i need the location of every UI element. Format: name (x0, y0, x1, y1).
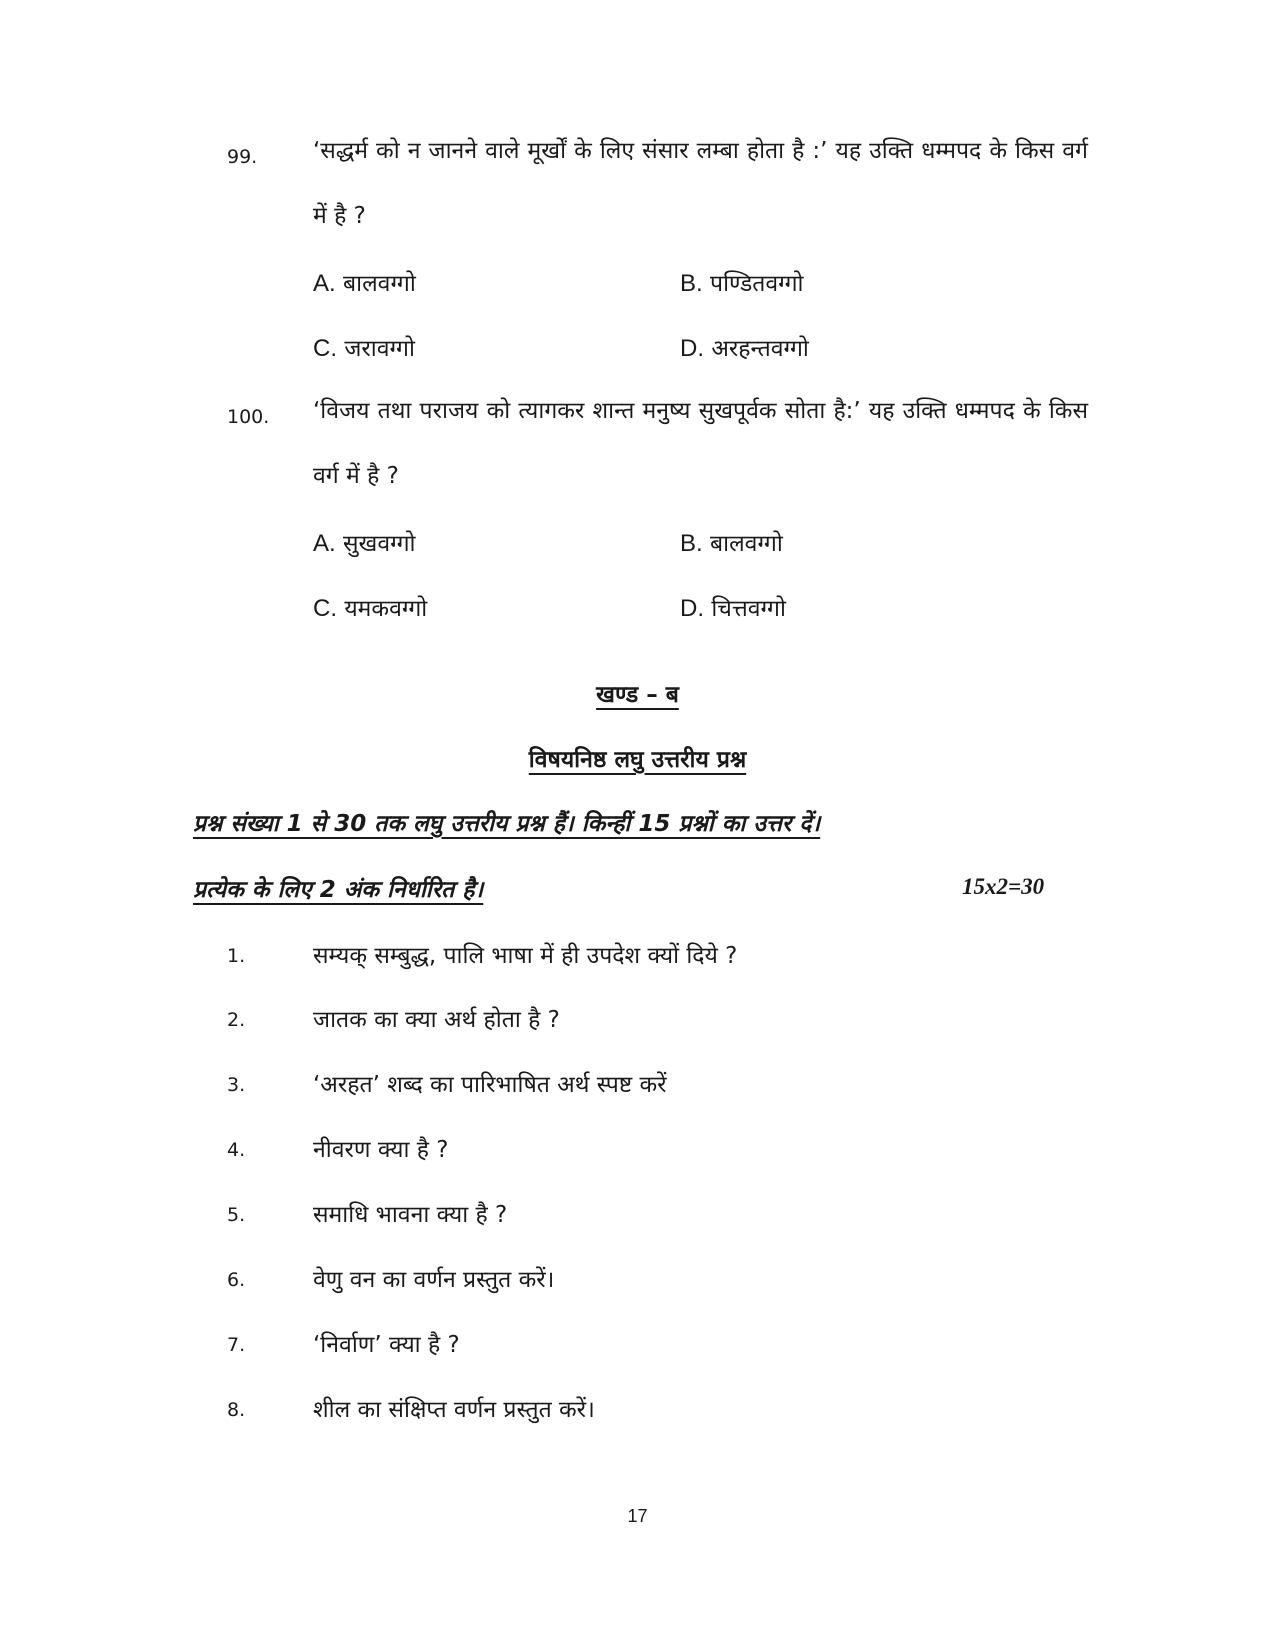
option-letter: B. (680, 270, 703, 297)
option-letter: C. (313, 595, 337, 622)
short-question-number: 5. (227, 1204, 246, 1226)
question-number: 99. (227, 146, 258, 168)
short-question-text: वेणु वन का वर्णन प्रस्तुत करें। (313, 1267, 555, 1293)
short-question-text: नीवरण क्या है ? (313, 1137, 449, 1163)
section-subtitle-text: विषयनिष्ठ लघु उत्तरीय प्रश्न (528, 747, 747, 773)
question-text: ‘सद्धर्म को न जानने वाले मूर्खों के लिए संसार लम्बा होता है :’ यह उक्ति धम्मपद के किस वर्ग में है ? (313, 138, 1088, 229)
option-d (680, 591, 786, 623)
option-d (680, 331, 809, 363)
option-text: सुखवग्गो (343, 531, 416, 557)
short-question-text: शील का संक्षिप्त वर्णन प्रस्तुत करें। (313, 1397, 595, 1423)
option-text: पण्डितवग्गो (710, 271, 804, 297)
option-letter: D. (680, 335, 704, 362)
option-a (313, 526, 416, 558)
option-b (680, 266, 804, 298)
short-question-number: 6. (227, 1269, 246, 1291)
short-question-number: 8. (227, 1399, 246, 1421)
short-question-number: 1. (227, 945, 246, 967)
option-text: जरावग्गो (344, 336, 415, 362)
section-title (0, 677, 1275, 709)
section-subtitle (0, 742, 1275, 774)
marks-allocation: 15x2=30 (962, 874, 1045, 899)
option-c (313, 591, 427, 623)
instruction-line-1: प्रश्न संख्या 1 से 30 तक लघु उत्तरीय प्रश्न हैं। किन्हीं 15 प्रश्नों का उत्तर दें। (193, 811, 821, 837)
section-title-text: खण्ड – ब (596, 682, 679, 708)
page-number: 17 (627, 1506, 648, 1526)
option-text: बालवग्गो (343, 271, 416, 297)
option-letter: A. (313, 530, 336, 557)
option-letter: B. (680, 530, 703, 557)
short-question-text: समाधि भावना क्या है ? (313, 1202, 508, 1228)
question-text: ‘विजय तथा पराजय को त्यागकर शान्त मनुष्य सुखपूर्वक सोता है:’ यह उक्ति धम्मपद के किस वर्ग में है ? (313, 398, 1088, 489)
short-question-text: ‘अरहत’ शब्द का पारिभाषित अर्थ स्पष्ट करें (313, 1072, 667, 1098)
option-letter: D. (680, 595, 704, 622)
option-letter: C. (313, 335, 337, 362)
option-c (313, 331, 415, 363)
instruction-line-2: प्रत्येक के लिए 2 अंक निर्धारित है। (193, 877, 484, 903)
option-b (680, 526, 783, 558)
option-text: यमकवग्गो (344, 596, 428, 622)
option-a (313, 266, 416, 298)
short-question-number: 3. (227, 1074, 246, 1096)
short-question-text: सम्यक् सम्बुद्ध, पालि भाषा में ही उपदेश क्यों दिये ? (313, 943, 738, 969)
option-letter: A. (313, 270, 336, 297)
short-question-number: 2. (227, 1009, 246, 1031)
question-number: 100. (227, 406, 270, 428)
option-text: बालवग्गो (710, 531, 783, 557)
option-text: चित्तवग्गो (711, 596, 786, 622)
short-question-number: 4. (227, 1139, 246, 1161)
short-question-text: ‘निर्वाण’ क्या है ? (313, 1332, 460, 1358)
short-question-text: जातक का क्या अर्थ होता है ? (313, 1007, 560, 1033)
short-question-number: 7. (227, 1334, 246, 1356)
option-text: अरहन्तवग्गो (711, 336, 809, 362)
